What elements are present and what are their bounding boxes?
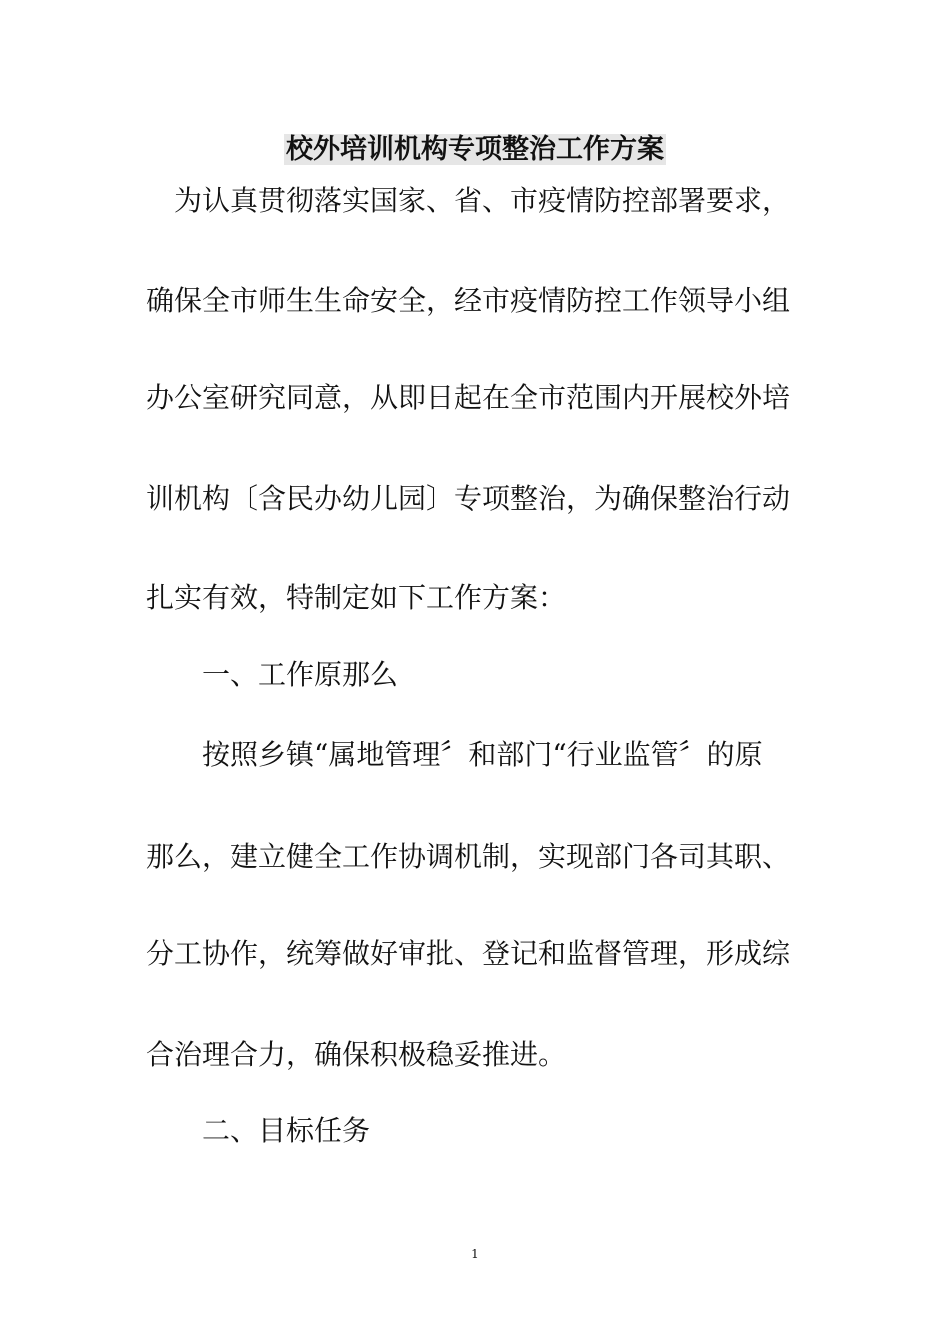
body-line-9: 合治理合力，确保积极稳妥推进。: [146, 1038, 567, 1071]
document-title: [0, 132, 950, 168]
body-line-2: 确保全市师生生命安全，经市疫情防控工作领导小组: [146, 284, 791, 317]
body-line-7: 那么，建立健全工作协调机制，实现部门各司其职、: [146, 840, 791, 873]
body-line-4: 训机构〔含民办幼儿园〕专项整治，为确保整治行动: [146, 482, 791, 515]
section-heading-1: 一、工作原那么: [146, 658, 399, 691]
body-line-5: 扎实有效，特制定如下工作方案：: [146, 581, 567, 614]
page-number: 1: [471, 1247, 479, 1261]
body-line-6: 按照乡镇“属地管理〞和部门“行业监管〞的原: [146, 738, 763, 771]
body-line-1: 为认真贯彻落实国家、省、市疫情防控部署要求，: [146, 184, 791, 217]
section-heading-2: 二、目标任务: [146, 1114, 371, 1147]
body-line-3: 办公室研究同意，从即日起在全市范围内开展校外培: [146, 381, 791, 414]
document-title-text: 校外培训机构专项整治工作方案: [286, 134, 664, 165]
body-line-8: 分工协作，统筹做好审批、登记和监督管理，形成综: [146, 937, 791, 970]
